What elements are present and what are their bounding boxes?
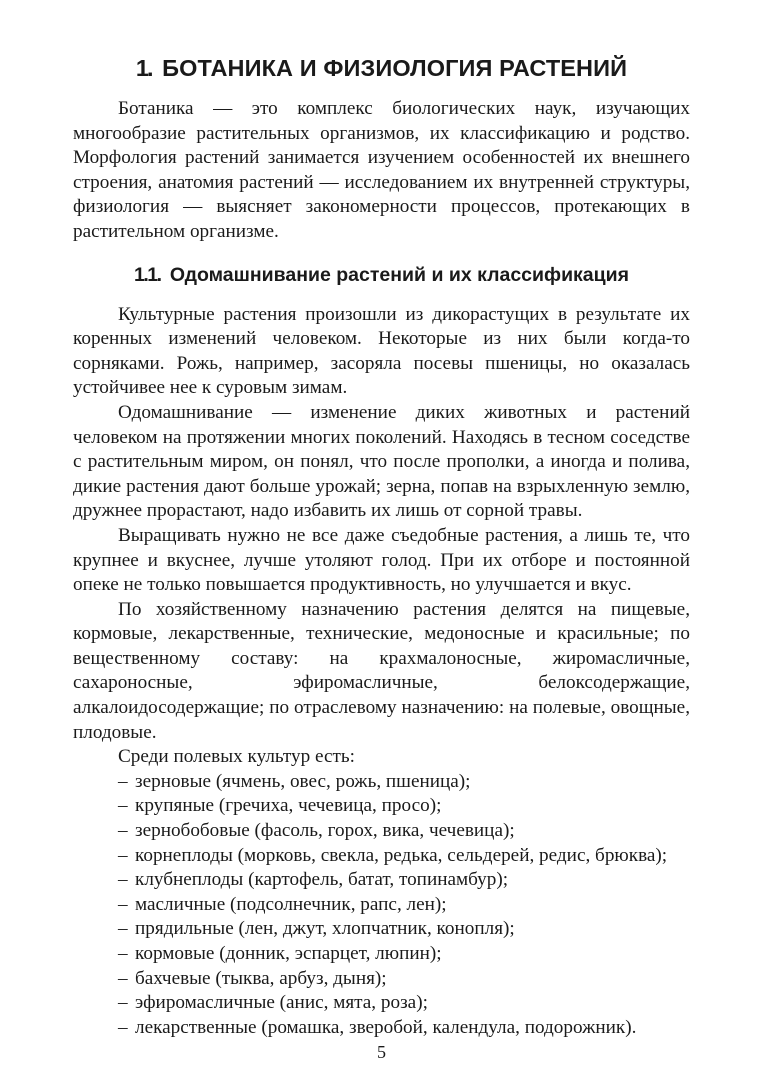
intro-block	[73, 97, 690, 245]
dash-bullet: –	[118, 893, 128, 915]
dash-bullet: –	[118, 869, 128, 891]
list-item-text: масличные (подсолнечник, рапс, лен);	[135, 893, 447, 915]
list-item	[73, 868, 690, 893]
page-number: 5	[377, 1042, 386, 1062]
list-intro: Среди полевых культур есть:	[118, 746, 356, 768]
chapter-title: БОТАНИКА И ФИЗИОЛОГИЯ РАСТЕНИЙ	[162, 55, 628, 81]
dash-bullet: –	[118, 967, 128, 989]
list-item	[73, 893, 690, 918]
list-item-text: зернобобовые (фасоль, горох, вика, чечевица);	[135, 820, 515, 842]
dash-bullet: –	[118, 992, 128, 1014]
paragraph: Одомашнивание — изменение диких животных и растений человеком на протяжении многих поколений. Находясь в тесном соседстве с растительным миром, он понял, что после прополки, а иногда и полива, дикие растения дают больше урожай; зерна, попав на взрыхленную землю, дружнее прорастают, надо избавить их лишь от сорной травы.	[73, 401, 690, 522]
list-item-text: зерновые (ячмень, овес, рожь, пшеница);	[135, 770, 471, 792]
list-item-text: крупяные (гречиха, чечевица, просо);	[135, 795, 442, 817]
list-item-text: эфиромасличные (анис, мята, роза);	[135, 992, 428, 1014]
section-heading	[73, 261, 690, 289]
list-item	[73, 1016, 690, 1041]
list-item	[73, 844, 690, 869]
list-item	[73, 917, 690, 942]
list-item	[73, 991, 690, 1016]
dash-bullet: –	[118, 820, 128, 842]
intro-paragraph: Ботаника — это комплекс биологических наук, изучающих многообразие растительных организмов, их классификацию и родство. Морфология растений занимается изучением особенностей их внешнего строения, анатомия растений — исследованием их внутренней структуры, физиология — выясняет закономерности процессов, протекающих в растительном организме.	[73, 98, 690, 242]
list-item	[73, 794, 690, 819]
list-item-text: корнеплоды (морковь, свекла, редька, сельдерей, редис, брюква);	[135, 844, 668, 866]
list-item	[73, 770, 690, 795]
dash-bullet: –	[118, 943, 128, 964]
dash-bullet: –	[118, 844, 128, 866]
field-crops-list	[73, 770, 690, 1041]
list-item-text: кормовые (донник, эспарцет, люпин);	[135, 943, 442, 964]
section-title: Одомашнивание растений и их классификация	[169, 263, 630, 286]
dash-bullet: –	[118, 795, 128, 817]
list-item-text: лекарственные (ромашка, зверобой, календула, подорожник).	[135, 1016, 637, 1038]
paragraph: Выращивать нужно не все даже съедобные растения, а лишь те, что крупнее и вкуснее, лучше утоляют голод. При их отборе и постоянной опеке не только повышается продуктивность, но улучшается и вкус.	[73, 524, 690, 596]
paragraph: Культурные растения произошли из дикорастущих в результате их коренных изменений человеком. Некоторые из них были когда-то сорняками. Рожь, например, засоряла посевы пшеницы, но оказалась устойчивее нее к суровым зимам.	[73, 303, 690, 399]
list-item	[73, 967, 690, 992]
list-item	[73, 819, 690, 844]
page-content	[73, 52, 690, 1040]
chapter-number: 1.	[135, 55, 152, 81]
paragraph: По хозяйственному назначению растения делятся на пищевые, кормовые, лекарственные, технические, медоносные и красильные; по вещественному составу: на крахмалоносные, жиромасличные, сахароносные, эфиромасличные, белоксодержащие, алкалоидосодержащие; по отраслевому назначению: на полевые, овощные, плодовые.	[73, 598, 690, 743]
dash-bullet: –	[118, 770, 128, 792]
list-item-text: бахчевые (тыква, арбуз, дыня);	[135, 967, 387, 989]
section-number: 1.1.	[133, 263, 161, 286]
section-body	[73, 303, 690, 770]
dash-bullet: –	[118, 918, 128, 940]
list-item-text: прядильные (лен, джут, хлопчатник, конопля);	[135, 918, 515, 940]
list-item-text: клубнеплоды (картофель, батат, топинамбур);	[135, 869, 509, 891]
chapter-heading	[73, 52, 690, 84]
dash-bullet: –	[118, 1016, 128, 1038]
list-item	[73, 942, 690, 967]
